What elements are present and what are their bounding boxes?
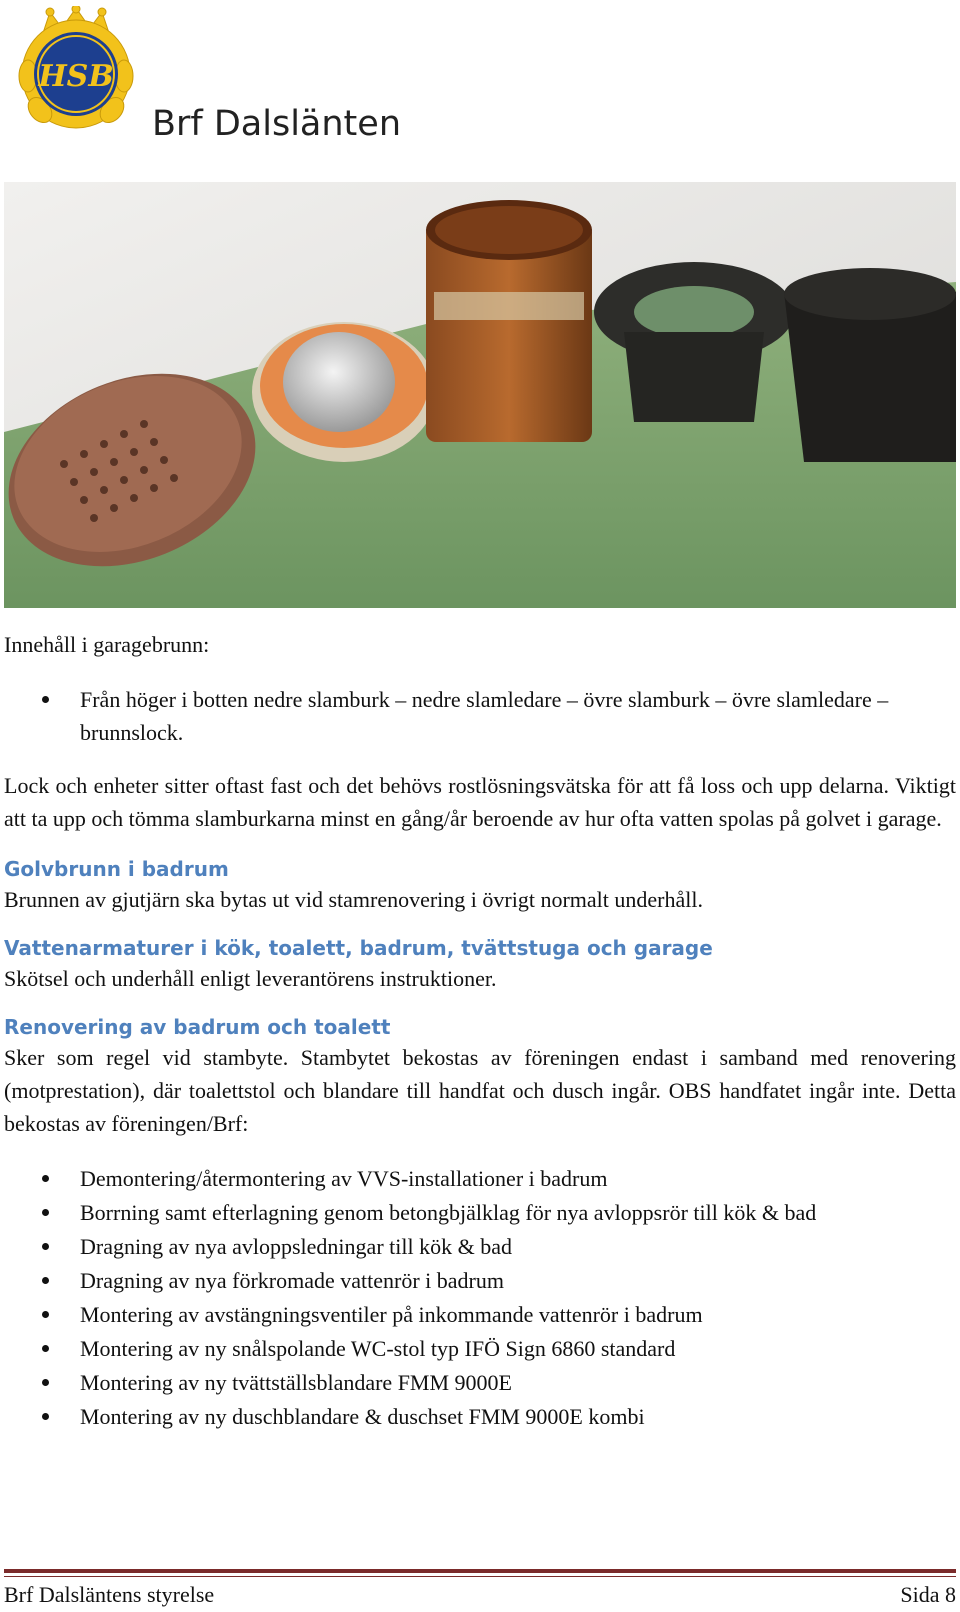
list-item: Demontering/återmontering av VVS-installationer i badrum	[4, 1162, 956, 1196]
section-text-bathroom-renovation: Sker som regel vid stambyte. Stambytet bekostas av föreningen endast i samband med renovering (motprestation), där toalettstol och blandare till handfat och dusch ingår. OBS handfatet ingår inte. Detta bekostas av föreningen/Brf:	[4, 1045, 956, 1136]
list-item: Montering av avstängningsventiler på inkommande vattenrör i badrum	[4, 1298, 956, 1332]
section-heading-floor-drain: Golvbrunn i badrum	[4, 857, 229, 881]
list-item: Dragning av nya avloppsledningar till kök & bad	[4, 1230, 956, 1264]
list-item: Montering av ny duschblandare & duschset FMM 9000E kombi	[4, 1400, 956, 1434]
intro-bullet-list	[4, 683, 956, 749]
list-item: Borrning samt efterlagning genom betongbjälklag för nya avloppsrör till kök & bad	[4, 1196, 956, 1230]
organization-title: Brf Dalslänten	[152, 104, 401, 144]
footer-divider-thin	[4, 1576, 956, 1577]
footer-divider	[4, 1569, 956, 1573]
section-text-water-fixtures: Skötsel och underhåll enligt leverantörens instruktioner.	[4, 966, 497, 991]
page-number: Sida 8	[900, 1582, 956, 1607]
renovation-list	[4, 1162, 956, 1434]
section-heading-water-fixtures: Vattenarmaturer i kök, toalett, badrum, tvättstuga och garage	[4, 936, 713, 960]
section-text-floor-drain: Brunnen av gjutjärn ska bytas ut vid stamrenovering i övrigt normalt underhåll.	[4, 887, 703, 912]
list-item: Från höger i botten nedre slamburk – nedre slamledare – övre slamburk – övre slamledare – brunnslock.	[4, 683, 956, 749]
document-body	[4, 628, 956, 1434]
hsb-logo	[14, 6, 138, 132]
list-item: Montering av ny snålspolande WC-stol typ IFÖ Sign 6860 standard	[4, 1332, 956, 1366]
footer-organization: Brf Dalsläntens styrelse	[4, 1582, 215, 1607]
list-item: Montering av ny tvättställsblandare FMM 9000E	[4, 1366, 956, 1400]
list-item: Dragning av nya förkromade vattenrör i badrum	[4, 1264, 956, 1298]
intro-paragraph: Lock och enheter sitter oftast fast och det behövs rostlösningsvätska för att få loss och upp delarna. Viktigt att ta upp och tömma slamburkarna minst en gång/år beroende av hur ofta vatten spolas på golvet i garage.	[4, 773, 956, 831]
section-heading-bathroom-renovation: Renovering av badrum och toalett	[4, 1015, 391, 1039]
logo-lettering: HSB	[38, 59, 114, 94]
photo-garage-drain-parts	[4, 182, 956, 608]
intro-heading: Innehåll i garagebrunn:	[4, 632, 210, 657]
